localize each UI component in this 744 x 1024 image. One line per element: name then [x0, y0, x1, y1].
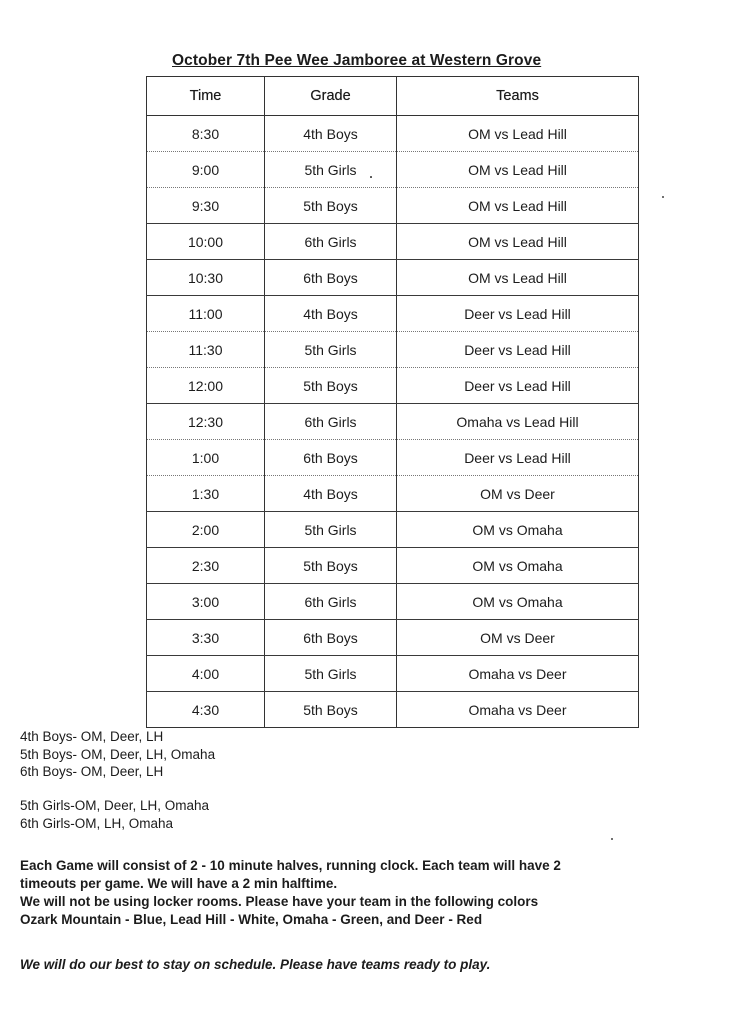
schedule-body	[147, 116, 639, 728]
cell-time: 10:30	[147, 260, 265, 296]
cell-grade: 6th Boys	[265, 260, 397, 296]
cell-time: 3:30	[147, 620, 265, 656]
cell-teams: OM vs Lead Hill	[397, 224, 639, 260]
assignment-line: 5th Boys- OM, Deer, LH, Omaha	[20, 746, 216, 762]
cell-teams: OM vs Lead Hill	[397, 116, 639, 152]
cell-time: 10:00	[147, 224, 265, 260]
cell-time: 3:00	[147, 584, 265, 620]
table-row	[147, 332, 639, 368]
cell-grade: 5th Girls	[265, 512, 397, 548]
header-grade: Grade	[265, 77, 397, 116]
assignment-line: 4th Boys- OM, Deer, LH	[20, 729, 164, 744]
table-row	[147, 476, 639, 512]
cell-grade: 5th Boys	[265, 692, 397, 728]
cell-grade: 5th Boys	[265, 188, 397, 224]
table-row	[147, 152, 639, 188]
cell-grade: 6th Boys	[265, 440, 397, 476]
table-row	[147, 440, 639, 476]
cell-teams: Omaha vs Lead Hill	[397, 404, 639, 440]
cell-teams: Omaha vs Deer	[397, 656, 639, 692]
cell-teams: Deer vs Lead Hill	[397, 296, 639, 332]
cell-grade: 6th Boys	[265, 620, 397, 656]
cell-teams: OM vs Lead Hill	[397, 260, 639, 296]
cell-grade: 6th Girls	[265, 404, 397, 440]
cell-teams: OM vs Deer	[397, 476, 639, 512]
scan-speck	[370, 176, 372, 178]
cell-grade: 4th Boys	[265, 296, 397, 332]
note-line: timeouts per game. We will have a 2 min halftime.	[20, 876, 338, 891]
table-row	[147, 296, 639, 332]
page-title: October 7th Pee Wee Jamboree at Western Grove	[172, 52, 542, 69]
cell-grade: 4th Boys	[265, 476, 397, 512]
cell-grade: 6th Girls	[265, 224, 397, 260]
table-row	[147, 368, 639, 404]
note-line: Ozark Mountain - Blue, Lead Hill - White, Omaha - Green, and Deer - Red	[20, 912, 483, 927]
cell-teams: OM vs Deer	[397, 620, 639, 656]
assignment-line: 6th Girls-OM, LH, Omaha	[20, 815, 174, 831]
assignment-line: 5th Girls-OM, Deer, LH, Omaha	[20, 798, 210, 813]
girls-assignments	[20, 797, 209, 832]
cell-teams: Deer vs Lead Hill	[397, 332, 639, 368]
cell-time: 9:30	[147, 188, 265, 224]
cell-time: 12:00	[147, 368, 265, 404]
cell-grade: 5th Girls	[265, 152, 397, 188]
table-row	[147, 224, 639, 260]
table-row	[147, 620, 639, 656]
table-row	[147, 116, 639, 152]
table-row	[147, 404, 639, 440]
table-header-row	[147, 77, 639, 116]
table-row	[147, 260, 639, 296]
header-teams: Teams	[397, 77, 639, 116]
cell-time: 1:00	[147, 440, 265, 476]
cell-grade: 5th Girls	[265, 656, 397, 692]
cell-time: 11:30	[147, 332, 265, 368]
table-row	[147, 188, 639, 224]
cell-teams: OM vs Omaha	[397, 548, 639, 584]
cell-teams: OM vs Lead Hill	[397, 188, 639, 224]
cell-teams: Deer vs Lead Hill	[397, 368, 639, 404]
game-notes	[20, 857, 730, 929]
table-row	[147, 656, 639, 692]
cell-grade: 4th Boys	[265, 116, 397, 152]
scan-speck	[611, 838, 613, 840]
cell-grade: 6th Girls	[265, 584, 397, 620]
cell-time: 11:00	[147, 296, 265, 332]
note-line: We will not be using locker rooms. Please have your team in the following colors	[20, 894, 539, 909]
table-row	[147, 512, 639, 548]
assignment-line: 6th Boys- OM, Deer, LH	[20, 764, 164, 779]
cell-time: 4:00	[147, 656, 265, 692]
cell-teams: OM vs Lead Hill	[397, 152, 639, 188]
cell-time: 8:30	[147, 116, 265, 152]
cell-teams: OM vs Omaha	[397, 584, 639, 620]
cell-time: 2:00	[147, 512, 265, 548]
cell-teams: Omaha vs Deer	[397, 692, 639, 728]
cell-time: 12:30	[147, 404, 265, 440]
boys-assignments	[20, 728, 215, 781]
scan-speck	[662, 196, 664, 198]
table-row	[147, 692, 639, 728]
cell-grade: 5th Boys	[265, 368, 397, 404]
cell-time: 2:30	[147, 548, 265, 584]
cell-teams: Deer vs Lead Hill	[397, 440, 639, 476]
table-row	[147, 584, 639, 620]
closing-note: We will do our best to stay on schedule. Please have teams ready to play.	[20, 957, 491, 972]
cell-grade: 5th Girls	[265, 332, 397, 368]
cell-time: 1:30	[147, 476, 265, 512]
header-time: Time	[147, 77, 265, 116]
schedule-table	[146, 76, 639, 728]
table-row	[147, 548, 639, 584]
cell-grade: 5th Boys	[265, 548, 397, 584]
cell-time: 4:30	[147, 692, 265, 728]
cell-time: 9:00	[147, 152, 265, 188]
note-line: Each Game will consist of 2 - 10 minute halves, running clock. Each team will have 2	[20, 858, 561, 873]
cell-teams: OM vs Omaha	[397, 512, 639, 548]
